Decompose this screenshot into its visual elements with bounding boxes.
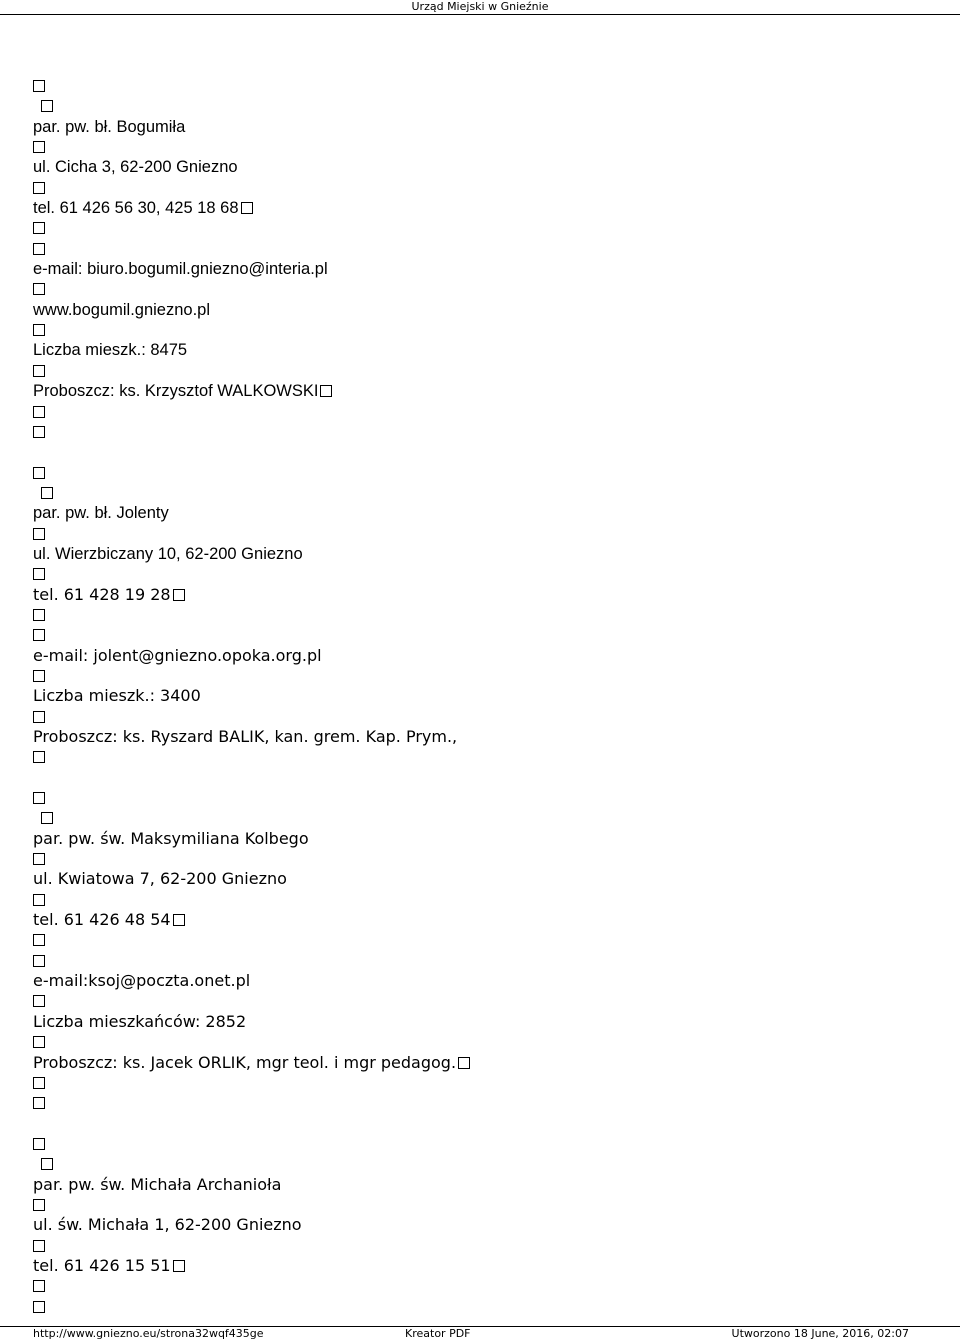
placeholder-box-icon xyxy=(33,283,45,295)
page-footer xyxy=(0,1327,960,1341)
parish-name: par. pw. bł. Bogumiła xyxy=(33,117,186,136)
footer-generator: Kreator PDF xyxy=(405,1327,471,1340)
placeholder-box-icon xyxy=(458,1057,470,1069)
placeholder-box-icon xyxy=(41,100,53,112)
footer-created-date: Utworzono 18 June, 2016, 02:07 xyxy=(731,1327,909,1340)
placeholder-box-icon xyxy=(320,385,332,397)
parish-entry xyxy=(33,788,470,1114)
placeholder-box-icon xyxy=(33,1301,45,1313)
placeholder-box-icon xyxy=(33,222,45,234)
parish-pastor: Proboszcz: ks. Jacek ORLIK, mgr teol. i mgr pedagog. xyxy=(33,1052,457,1072)
placeholder-box-icon xyxy=(33,934,45,946)
placeholder-box-icon xyxy=(33,182,45,194)
parish-name: par. pw. św. Maksymiliana Kolbego xyxy=(33,828,309,848)
placeholder-box-icon xyxy=(173,1260,185,1272)
placeholder-box-icon xyxy=(33,955,45,967)
placeholder-box-icon xyxy=(33,1199,45,1211)
placeholder-box-icon xyxy=(33,995,45,1007)
parish-address: ul. Kwiatowa 7, 62-200 Gniezno xyxy=(33,869,287,889)
footer-url-link[interactable]: http://www.gniezno.eu/strona32wqf435ge xyxy=(33,1327,264,1340)
placeholder-box-icon xyxy=(33,324,45,336)
placeholder-box-icon xyxy=(33,711,45,723)
parish-entry xyxy=(33,1134,470,1317)
parish-phone: tel. 61 428 19 28 xyxy=(33,584,171,604)
parish-address: ul. św. Michała 1, 62-200 Gniezno xyxy=(33,1215,302,1235)
placeholder-box-icon xyxy=(33,609,45,621)
placeholder-box-icon xyxy=(33,568,45,580)
placeholder-box-icon xyxy=(41,487,53,499)
parish-entry xyxy=(33,76,470,442)
page-header xyxy=(0,0,960,14)
placeholder-box-icon xyxy=(33,80,45,92)
placeholder-box-icon xyxy=(33,406,45,418)
parish-list xyxy=(33,76,470,1317)
placeholder-box-icon xyxy=(41,812,53,824)
parish-population: Liczba mieszkańców: 2852 xyxy=(33,1011,247,1031)
placeholder-box-icon xyxy=(33,1036,45,1048)
placeholder-box-icon xyxy=(33,141,45,153)
parish-address: ul. Cicha 3, 62-200 Gniezno xyxy=(33,158,238,177)
parish-pastor: Proboszcz: ks. Ryszard BALIK, kan. grem. Kap. Prym., xyxy=(33,727,458,746)
placeholder-box-icon xyxy=(33,365,45,377)
placeholder-box-icon xyxy=(33,1138,45,1150)
parish-population: Liczba mieszk.: 3400 xyxy=(33,686,201,706)
header-divider xyxy=(0,14,960,15)
placeholder-box-icon xyxy=(33,1077,45,1089)
placeholder-box-icon xyxy=(41,1158,53,1170)
parish-population: Liczba mieszk.: 8475 xyxy=(33,341,188,360)
parish-name: par. pw. św. Michała Archanioła xyxy=(33,1174,282,1194)
placeholder-box-icon xyxy=(33,670,45,682)
placeholder-box-icon xyxy=(173,914,185,926)
placeholder-box-icon xyxy=(33,751,45,763)
placeholder-box-icon xyxy=(173,589,185,601)
placeholder-box-icon xyxy=(33,528,45,540)
placeholder-box-icon xyxy=(33,629,45,641)
placeholder-box-icon xyxy=(33,853,45,865)
parish-phone: tel. 61 426 56 30, 425 18 68 xyxy=(33,199,239,218)
parish-address: ul. Wierzbiczany 10, 62-200 Gniezno xyxy=(33,544,303,563)
placeholder-box-icon xyxy=(33,243,45,255)
placeholder-box-icon xyxy=(33,467,45,479)
parish-email[interactable]: e-mail:ksoj@poczta.onet.pl xyxy=(33,971,251,991)
parish-pastor: Proboszcz: ks. Krzysztof WALKOWSKI xyxy=(33,382,319,401)
placeholder-box-icon xyxy=(241,202,253,214)
parish-phone: tel. 61 426 48 54 xyxy=(33,910,171,930)
parish-www[interactable]: www.bogumil.gniezno.pl xyxy=(33,300,211,319)
parish-phone: tel. 61 426 15 51 xyxy=(33,1255,171,1275)
placeholder-box-icon xyxy=(33,1097,45,1109)
placeholder-box-icon xyxy=(33,1280,45,1292)
parish-email[interactable]: e-mail: biuro.bogumil.gniezno@interia.pl xyxy=(33,260,328,279)
placeholder-box-icon xyxy=(33,1240,45,1252)
parish-name: par. pw. bł. Jolenty xyxy=(33,504,169,523)
placeholder-box-icon xyxy=(33,894,45,906)
parish-email[interactable]: e-mail: jolent@gniezno.opoka.org.pl xyxy=(33,645,322,665)
placeholder-box-icon xyxy=(33,426,45,438)
parish-entry xyxy=(33,463,470,768)
placeholder-box-icon xyxy=(33,792,45,804)
header-title: Urząd Miejski w Gnieźnie xyxy=(411,0,549,13)
